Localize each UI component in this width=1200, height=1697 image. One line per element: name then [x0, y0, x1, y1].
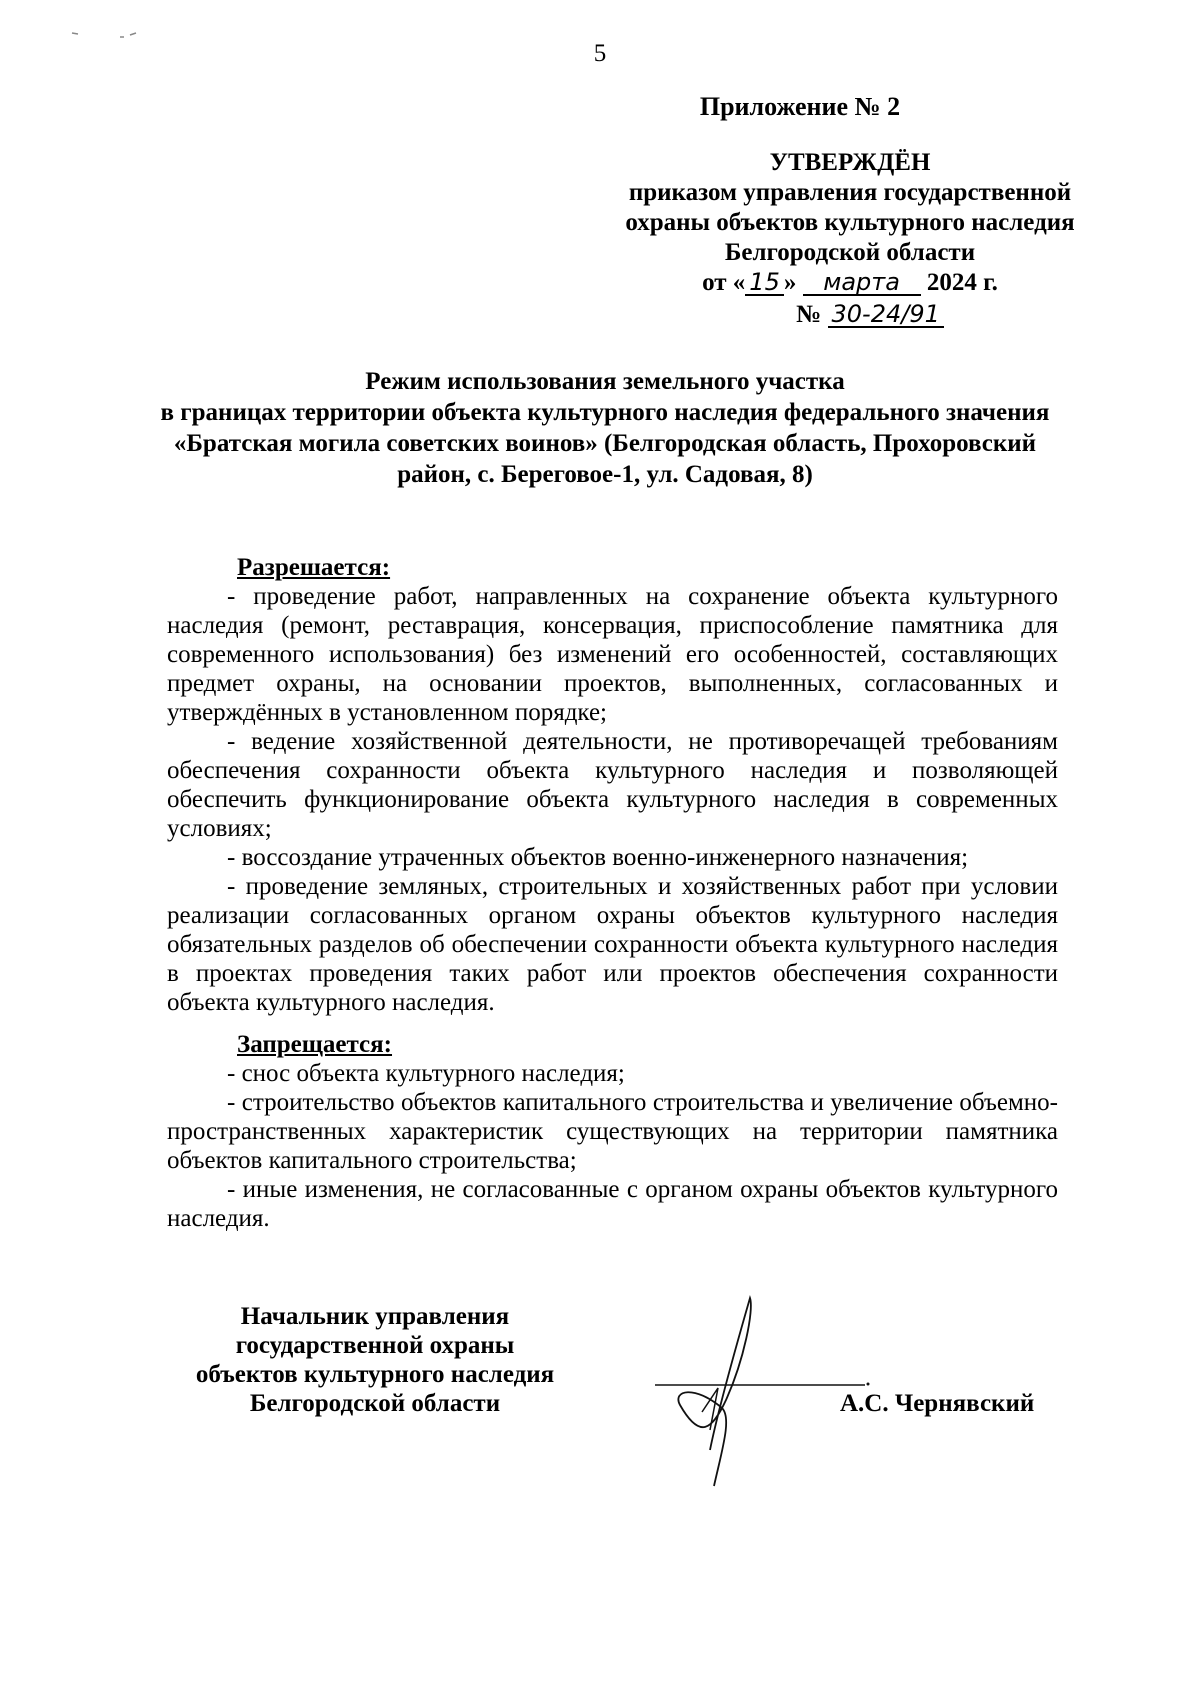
date-prefix: от «	[702, 269, 746, 296]
signer-line: Белгородской области	[249, 1390, 501, 1417]
number-prefix: №	[796, 301, 822, 328]
signer-position	[160, 1302, 590, 1418]
allowed-item: - ведение хозяйственной деятельности, не противоречащей требованиям обеспечения сохранности объекта культурного наследия и позволяющей обеспечить функционирование объекта культурного наследия в современных условиях;	[167, 728, 1058, 842]
signer-line: объектов культурного наследия	[195, 1361, 555, 1388]
allowed-item: - воссоздание утраченных объектов военно-инженерного назначения;	[227, 844, 969, 871]
forbidden-item: - строительство объектов капитального строительства и увеличение объемно-пространственных характеристик существующих на территории памятника объектов капитального строительства;	[167, 1089, 1058, 1174]
approval-line: приказом управления государственной	[628, 179, 1072, 206]
date-day-handwritten: 15	[745, 270, 784, 296]
approval-line: Белгородской области	[724, 239, 976, 266]
title-line: район, с. Береговое-1, ул. Садовая, 8)	[397, 461, 813, 488]
appendix-label: Приложение № 2	[699, 92, 901, 121]
allowed-heading: Разрешается:	[237, 554, 391, 581]
approval-number	[560, 300, 1140, 330]
approval-line: охраны объектов культурного наследия	[625, 209, 1075, 236]
forbidden-item: - иные изменения, не согласованные с органом охраны объектов культурного наследия.	[167, 1176, 1058, 1232]
signer-line: Начальник управления	[240, 1303, 510, 1330]
title-line: в границах территории объекта культурного наследия федерального значения	[160, 399, 1050, 426]
title-line: «Братская могила советских воинов» (Белгородская область, Прохоровский	[173, 430, 1037, 457]
signer-name: А.С. Чернявский	[840, 1390, 1035, 1417]
date-mid: »	[783, 269, 797, 296]
date-year: 2024 г.	[926, 269, 998, 296]
signer-line: государственной охраны	[235, 1332, 515, 1359]
order-number-handwritten: 30-24/91	[828, 302, 944, 328]
approval-block	[560, 148, 1140, 330]
page-number: 5	[593, 40, 607, 67]
allowed-item: - проведение работ, направленных на сохранение объекта культурного наследия (ремонт, реставрация, консервация, приспособление памятника для современного использования) без изменений его особенностей, составляющих предмет охраны, на основании проектов, выполненных, согласованных и утверждённых в установленном порядке;	[167, 583, 1058, 726]
approval-heading: УТВЕРЖДЁН	[769, 149, 931, 176]
forbidden-item: - снос объекта культурного наследия;	[227, 1060, 625, 1087]
allowed-item: - проведение земляных, строительных и хозяйственных работ при условии реализации согласованных органом охраны объектов культурного наследия обязательных разделов об обеспечении сохранности объекта культурного наследия в проектах проведения таких работ или проектов обеспечения сохранности объекта культурного наследия.	[167, 873, 1058, 1016]
forbidden-heading: Запрещается:	[237, 1031, 393, 1058]
approval-date	[560, 268, 1140, 298]
forbidden-section	[167, 1030, 1058, 1233]
date-month-handwritten: марта	[803, 270, 921, 296]
title-line: Режим использования земельного участка	[365, 368, 845, 395]
document-title	[155, 366, 1055, 490]
allowed-section	[167, 553, 1058, 1017]
